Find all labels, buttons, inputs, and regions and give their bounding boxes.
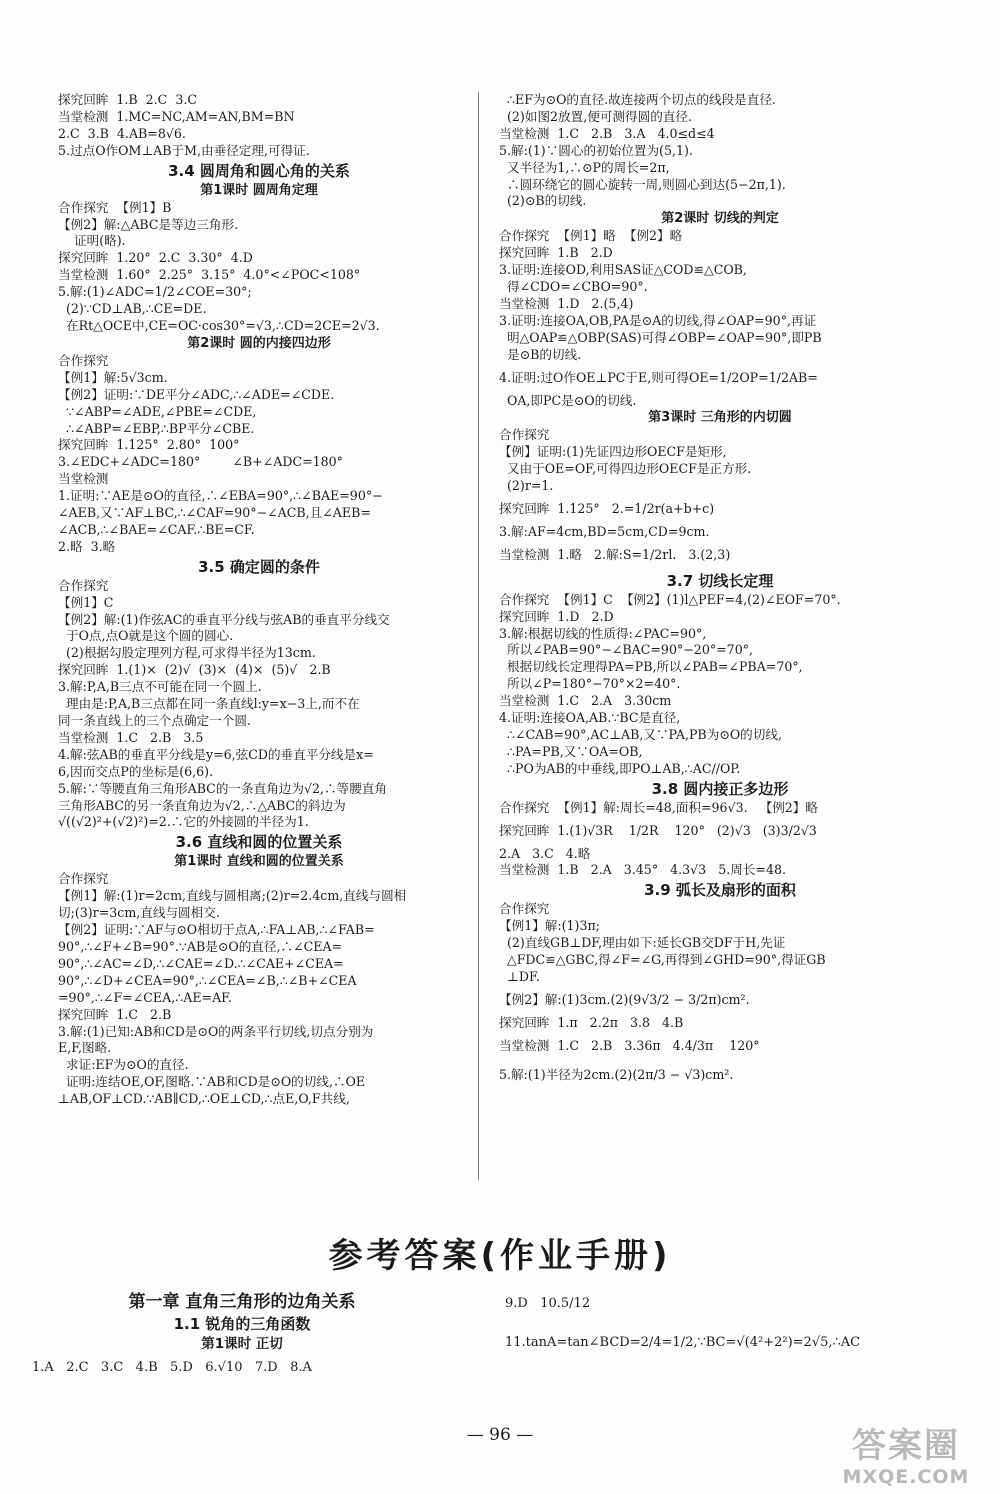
answer-line: 3.证明:连接OD,利用SAS证△COD≌△COB, xyxy=(499,262,747,278)
answer-line: 于O点,点O就是这个圆的圆心. xyxy=(58,628,234,644)
answer-line: 所以∠P=180°−70°×2=40°. xyxy=(499,676,681,692)
answer-line: 探究回眸 1.(1)× (2)√ (3)× (4)× (5)√ 2.B xyxy=(58,662,331,678)
answer-line: 当堂检测 1.C 2.B 3.5 xyxy=(58,729,204,745)
answer-line: 90°,∴∠D+∠CEA=90°,∴∠CEA=∠B,∴∠B+∠CEA xyxy=(58,972,357,988)
answer-line: 合作探究 xyxy=(58,352,109,368)
answer-line: 当堂检测 1.MC=NC,AM=AN,BM=BN xyxy=(58,108,295,124)
answer-line: (2)∵CD⊥AB,∴CE=DE. xyxy=(58,301,207,317)
answer-line: 探究回眸 1.B 2.D xyxy=(499,245,613,261)
answer-line: ∴PO为AB的中垂线,即PO⊥AB,∴AC//OP. xyxy=(499,760,741,776)
answer-line: 当堂检测 1.D 2.(5,4) xyxy=(499,295,634,311)
answer-line: 当堂检测 xyxy=(58,471,109,487)
answer-line: 当堂检测 1.C 2.B 3.36π 4.4/3π 120° xyxy=(499,1037,760,1053)
answer-line: 5.过点O作OM⊥AB于M,由垂径定理,可得证. xyxy=(58,142,310,158)
section-heading: 3.9 弧长及扇形的面积 xyxy=(644,881,796,900)
bottom-right-block xyxy=(505,1294,945,1372)
section-heading: 3.5 确定圆的条件 xyxy=(198,557,320,576)
answer-line: △FDC≌△GBC,得∠F=∠G,再得到∠GHD=90°,得证GB xyxy=(499,952,826,968)
answer-line: ∵∠ABP=∠ADE,∠PBE=∠CDE, xyxy=(58,403,257,419)
answer-line: 【例2】解:(1)作弦AC的垂直平分线与弦AB的垂直平分线交 xyxy=(58,611,390,627)
answer-line: 【例】证明:(1)先证四边形OECF是矩形, xyxy=(499,444,727,460)
answer-line: 3.∠EDC+∠ADC=180° ∠B+∠ADC=180° xyxy=(58,454,343,470)
answer-line: 证明(略). xyxy=(58,233,126,249)
answer-line: 当堂检测 1.B 2.A 3.45° 4.3√3 5.周长=48. xyxy=(499,862,786,878)
answer-line: =90°,∴∠F=∠CEA,∴AE=AF. xyxy=(58,989,232,1005)
answer-line: 合作探究 xyxy=(499,427,550,443)
answer-line: (2)根据勾股定理列方程,可求得半径为13cm. xyxy=(58,645,316,661)
answer-line: ∴PA=PB,又∵OA=OB, xyxy=(499,743,643,759)
answer-line: 证明:连结OE,OF,图略.∵AB和CD是⊙O的切线,∴OE xyxy=(58,1074,366,1090)
answer-line: 同一条直线上的三个点确定一个圆. xyxy=(58,713,251,728)
answer-line: 【例2】证明:∵AF与⊙O相切于点A,∴FA⊥AB,∴∠FAB= xyxy=(58,922,375,938)
answer-line: 合作探究 xyxy=(58,577,109,593)
answer-line: 当堂检测 1.60° 2.25° 3.15° 4.0°<∠POC<108° xyxy=(58,267,361,283)
answer-line: 当堂检测 1.略 2.解:S=1/2rl. 3.(2,3) xyxy=(499,546,731,562)
answer-line: 探究回眸 1.125° 2.80° 100° xyxy=(58,437,240,453)
section-heading: 3.4 圆周角和圆心角的关系 xyxy=(168,161,350,180)
answer-line: 【例2】证明:∵DE平分∠ADC,∴∠ADE=∠CDE. xyxy=(58,386,335,402)
answer-line: 90°,∴∠F+∠B=90°.∵AB是⊙O的直径,∴∠CEA= xyxy=(58,938,343,954)
answer-line: 2.A 3.C 4.略 xyxy=(499,845,591,861)
answer-line: 1.证明:∵AE是⊙O的直径,∴∠EBA=90°,∴∠BAE=90°− xyxy=(58,488,383,504)
answer-line: 合作探究 xyxy=(58,871,109,887)
answer-line: ∠ACB,∴∠BAE=∠CAF.∴BE=CF. xyxy=(58,521,255,537)
answer-line: 2.C 3.B 4.AB=8√6. xyxy=(58,125,186,141)
answer-line: 当堂检测 1.C 2.A 3.30cm xyxy=(499,693,672,709)
answer-line: 【例2】解:(1)3cm.(2)(9√3/2 − 3/2π)cm². xyxy=(499,991,750,1007)
answer-line: 探究回眸 1.(1)√3R 1/2R 120° (2)√3 (3)3/2√3 xyxy=(499,822,817,838)
answer-line: 3.证明:连接OA,OB,PA是⊙A的切线,得∠OAP=90°,再证 xyxy=(499,312,817,328)
answer-line: 探究回眸 1.π 2.2π 3.8 4.B xyxy=(499,1014,684,1030)
answer-line: 4.证明:连接OA,AB.∵BC是直径, xyxy=(499,710,681,726)
answer-line: ∴∠CAB=90°,AC⊥AB,又∵PA,PB为⊙O的切线, xyxy=(499,727,782,742)
answer-line: (2)r=1. xyxy=(499,478,554,494)
answer-line: 明△OAP≌△OBP(SAS)可得∠OBP=∠OAP=90°,即PB xyxy=(499,329,822,345)
lesson-heading: 第1课时 直线和圆的位置关系 xyxy=(174,854,344,870)
section-heading: 3.6 直线和圆的位置关系 xyxy=(175,833,343,852)
answer-title: 参考答案(作业手册) xyxy=(328,1236,672,1276)
answer-line: 5.解:∵等腰直角三角形ABC的一条直角边为√2,∴等腰直角 xyxy=(58,780,387,796)
answer-line: 得∠CDO=∠CBO=90°. xyxy=(499,279,648,295)
answer-line: 是⊙B的切线. xyxy=(499,346,582,362)
answer-line: 合作探究 【例1】C 【例2】(1)l△PEF=4,(2)∠EOF=70°. xyxy=(499,591,841,607)
answer-line: 当堂检测 1.C 2.B 3.A 4.0≤d≤4 xyxy=(499,125,715,141)
answer-line: √((√2)²+(√2)²)=2.∴它的外接圆的半径为1. xyxy=(58,814,309,830)
watermark-logo xyxy=(826,1426,986,1488)
answer-line: 探究回眸 1.C 2.B xyxy=(58,1006,172,1022)
answer-line: 3.解:(1)已知:AB和CD是⊙O的两条平行切线,切点分别为 xyxy=(58,1023,374,1039)
answer-line: (2)直线GB⊥DF,理由如下:延长GB交DF于H,先证 xyxy=(499,935,786,951)
answer-line: E,F,图略. xyxy=(58,1040,112,1056)
lesson-heading: 第1课时 正切 xyxy=(201,1336,283,1352)
answer-line: 根据切线长定理得PA=PB,所以∠PAB=∠PBA=70°, xyxy=(499,659,803,675)
answer-line: 4.证明:过O作OE⊥PC于E,则可得OE=1/2OP=1/2AB= xyxy=(499,369,818,385)
answer-line: 合作探究 【例1】B xyxy=(58,199,172,215)
lesson-heading: 第2课时 切线的判定 xyxy=(661,211,779,227)
section-heading: 3.8 圆内接正多边形 xyxy=(651,779,789,798)
answer-line: 切;(3)r=3cm,直线与圆相交. xyxy=(58,905,220,921)
answer-line: OA,即PC是⊙O的切线. xyxy=(499,392,637,408)
answer-line: 理由是:P,A,B三点都在同一条直线l:y=x−3上,而不在 xyxy=(58,696,360,712)
answer-line: 探究回眸 1.D 2.D xyxy=(499,608,614,624)
answer-line: 【例1】解:(1)3π; xyxy=(499,918,601,934)
chapter-heading: 第一章 直角三角形的边角关系 xyxy=(128,1292,356,1312)
watermark-site-text: MXQE.COM xyxy=(842,1466,970,1488)
lesson-heading: 第3课时 三角形的内切圆 xyxy=(648,410,792,426)
left-column xyxy=(58,92,460,1108)
answer-line: 又半径为1,∴⊙P的周长=2π, xyxy=(499,159,670,175)
answer-line: 11.tanA=tan∠BCD=2/4=1/2,∵BC=√(4²+2²)=2√5,∴AC xyxy=(505,1335,861,1350)
answer-line: 4.解:弦AB的垂直平分线是y=6,弦CD的垂直平分线是x= xyxy=(58,746,374,762)
answer-line: 合作探究 xyxy=(499,901,550,917)
answer-line: 5.解:(1)∠ADC=1/2∠COE=30°; xyxy=(58,284,252,300)
answer-line: 5.解:(1)半径为2cm.(2)(2π/3 − √3)cm². xyxy=(499,1066,734,1082)
answer-line: 9.D 10.5/12 xyxy=(505,1296,591,1311)
answer-line: 【例2】解:△ABC是等边三角形. xyxy=(58,216,239,232)
answer-line: 2.略 3.略 xyxy=(58,538,116,554)
section-heading: 3.7 切线长定理 xyxy=(666,571,774,590)
answer-line: 所以∠PAB=90°−∠BAC=90°−20°=70°, xyxy=(499,642,754,658)
answer-line: 【例1】解:5√3cm. xyxy=(58,369,168,385)
column-divider xyxy=(478,92,479,1180)
answer-line: 合作探究 【例1】解:周长=48,面积=96√3. 【例2】略 xyxy=(499,799,818,815)
answer-line: 6,因而交点P的坐标是(6,6). xyxy=(58,763,214,779)
answer-line: 探究回眸 1.B 2.C 3.C xyxy=(58,92,197,107)
answer-line: (2)如图2放置,便可测得圆的直径. xyxy=(499,108,692,124)
answer-line: 3.解:AF=4cm,BD=5cm,CD=9cm. xyxy=(499,523,710,539)
answer-line: ⊥AB,OF⊥CD.∵AB∥CD,∴OE⊥CD,∴点E,O,F共线, xyxy=(58,1091,350,1107)
answer-line: 三角形ABC的另一条直角边为√2,∴△ABC的斜边为 xyxy=(58,797,346,813)
answer-line: 在Rt△OCE中,CE=OC·cos30°=√3,∴CD=2CE=2√3. xyxy=(58,317,380,333)
answer-line: 1.A 2.C 3.C 4.B 5.D 6.√10 7.D 8.A xyxy=(32,1360,312,1375)
answer-line: 3.解:P,A,B三点不可能在同一个圆上. xyxy=(58,679,262,695)
answer-line: ∴圆环绕它的圆心旋转一周,则圆心到达(5−2π,1). xyxy=(499,176,786,192)
right-column xyxy=(499,92,941,1084)
spacer xyxy=(499,564,941,570)
page-number: — 96 — xyxy=(466,1425,534,1445)
answer-line: 探究回眸 1.20° 2.C 3.30° 4.D xyxy=(58,250,253,266)
answer-line: 探究回眸 1.125° 2.=1/2r(a+b+c) xyxy=(499,501,715,517)
answer-line: 3.解:根据切线的性质得:∠PAC=90°, xyxy=(499,625,707,641)
watermark-logo-text: 答案圈 xyxy=(852,1426,960,1466)
lesson-heading: 第2课时 圆的内接四边形 xyxy=(187,335,331,351)
section-heading: 1.1 锐角的三角函数 xyxy=(173,1315,311,1333)
lesson-heading: 第1课时 圆周角定理 xyxy=(200,182,318,198)
answer-line: ∴∠ABP=∠EBP,∴BP平分∠CBE. xyxy=(58,420,255,436)
answer-line: ∴EF为⊙O的直径.故连接两个切点的线段是直径. xyxy=(499,92,776,107)
answer-line: 合作探究 【例1】略 【例2】略 xyxy=(499,228,683,244)
answer-line: 求证:EF为⊙O的直径. xyxy=(58,1057,189,1073)
answer-line: 90°,∴∠AC=∠D,∴∠CAE=∠D.∴∠CAE+∠CEA= xyxy=(58,955,344,971)
answer-line: 【例1】C xyxy=(58,594,114,610)
answer-line: 5.解:(1)∵圆心的初始位置为(5,1). xyxy=(499,142,693,158)
answer-line: ⊥DF. xyxy=(499,968,540,984)
answer-line: 【例1】解:(1)r=2cm,直线与圆相离;(2)r=2.4cm,直线与圆相 xyxy=(58,888,407,904)
answer-line: 又由于OE=OF,可得四边形OECF是正方形. xyxy=(499,461,752,477)
answer-line: ∠AEB,又∵AF⊥BC,∴∠CAF=90°−∠ACB,且∠AEB= xyxy=(58,505,371,521)
answer-line: (2)⊙B的切线. xyxy=(499,193,587,209)
bottom-left-block xyxy=(32,1290,452,1377)
